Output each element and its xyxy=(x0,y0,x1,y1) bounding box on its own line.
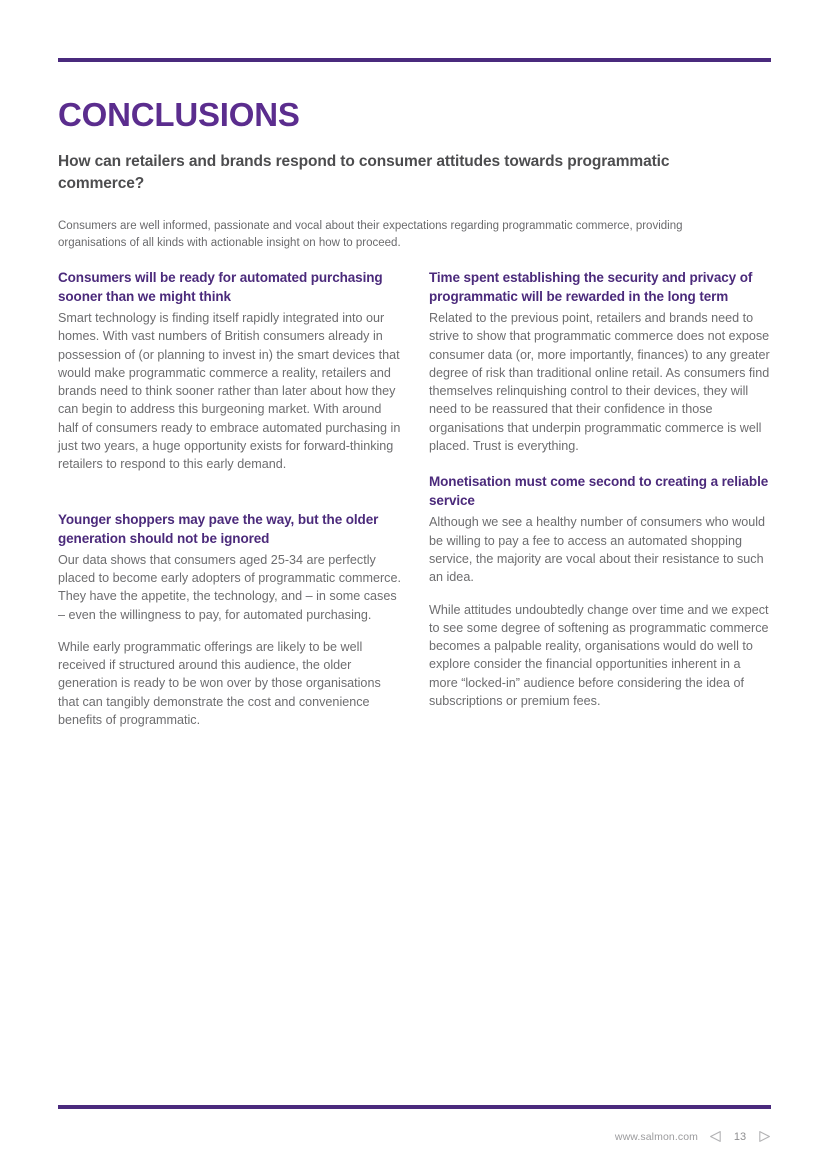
section-title: Time spent establishing the security and privacy of programmatic will be rewarded in the long term xyxy=(429,270,753,304)
triangle-right-icon[interactable] xyxy=(758,1130,771,1143)
left-column xyxy=(58,268,401,729)
section-paragraph: While attitudes undoubtedly change over time and we expect to see some degree of softening as programmatic commerce becomes a palpable reality, organisations would do well to explore consider the financial opportunities inherent in a more “locked-in” audience before considering the idea of subscriptions or premium fees. xyxy=(429,602,769,709)
section-security-privacy xyxy=(429,268,772,455)
page-subtitle: How can retailers and brands respond to consumer attitudes towards programmatic commerce? xyxy=(58,153,670,192)
footer-rule xyxy=(58,1105,771,1109)
intro-paragraph: Consumers are well informed, passionate and vocal about their expectations regarding programmatic commerce, providing organisations of all kinds with actionable insight on how to proceed. xyxy=(58,220,683,249)
section-title: Monetisation must come second to creating a reliable service xyxy=(429,474,769,509)
section-paragraph: Related to the previous point, retailers and brands need to strive to show that programmatic commerce does not expose consumer data (or, more importantly, finances) to any greater degree of risk than traditional online retail. As consumers find themselves relinquishing control to their devices, they will need to be reassured that their confidence in those organisations that underpin programmatic commerce is well placed. Trust is everything. xyxy=(429,311,770,454)
section-title: Consumers will be ready for automated purchasing sooner than we might think xyxy=(58,270,383,304)
section-paragraph: Our data shows that consumers aged 25-34 are perfectly placed to become early adopters of programmatic commerce. They have the appetite, the technology, and – in some cases – even the willingness to pay, for automated purchasing. xyxy=(58,552,401,622)
section-paragraph: Smart technology is finding itself rapidly integrated into our homes. With vast numbers of British consumers already in possession of (or planning to invest in) the smart devices that would make programmatic commerce a reality, retailers and brands need to think sooner rather than later about how they can begin to address this burgeoning market. With around half of consumers ready to embrace automated purchasing in just two years, a huge opportunity exists for forward-thinking retailers to respond to this early demand. xyxy=(58,311,401,472)
header-rule xyxy=(58,58,771,62)
column-spacer xyxy=(429,455,772,472)
page-number: 13 xyxy=(733,1130,747,1143)
section-consumers-ready xyxy=(58,268,401,474)
page-footer xyxy=(58,1130,771,1143)
right-column xyxy=(429,268,772,729)
column-spacer xyxy=(58,474,401,510)
section-paragraph: While early programmatic offerings are likely to be well received if structured around this audience, the older generation is ready to be won over by those organisations that can tangibly demonstrate the cost and convenience benefits of programmatic. xyxy=(58,639,381,728)
content-columns xyxy=(58,268,773,729)
footer-url[interactable]: www.salmon.com xyxy=(614,1130,698,1143)
triangle-left-icon[interactable] xyxy=(709,1130,722,1143)
section-title: Younger shoppers may pave the way, but the older generation should not be ignored xyxy=(58,511,379,546)
section-younger-shoppers xyxy=(58,510,401,730)
page-header xyxy=(58,96,773,252)
section-monetisation xyxy=(429,472,772,710)
section-paragraph: Although we see a healthy number of consumers who would be willing to pay a fee to access an automated shopping service, the majority are vocal about their resistance to such an idea. xyxy=(429,515,766,585)
page-title: CONCLUSIONS xyxy=(58,96,300,133)
